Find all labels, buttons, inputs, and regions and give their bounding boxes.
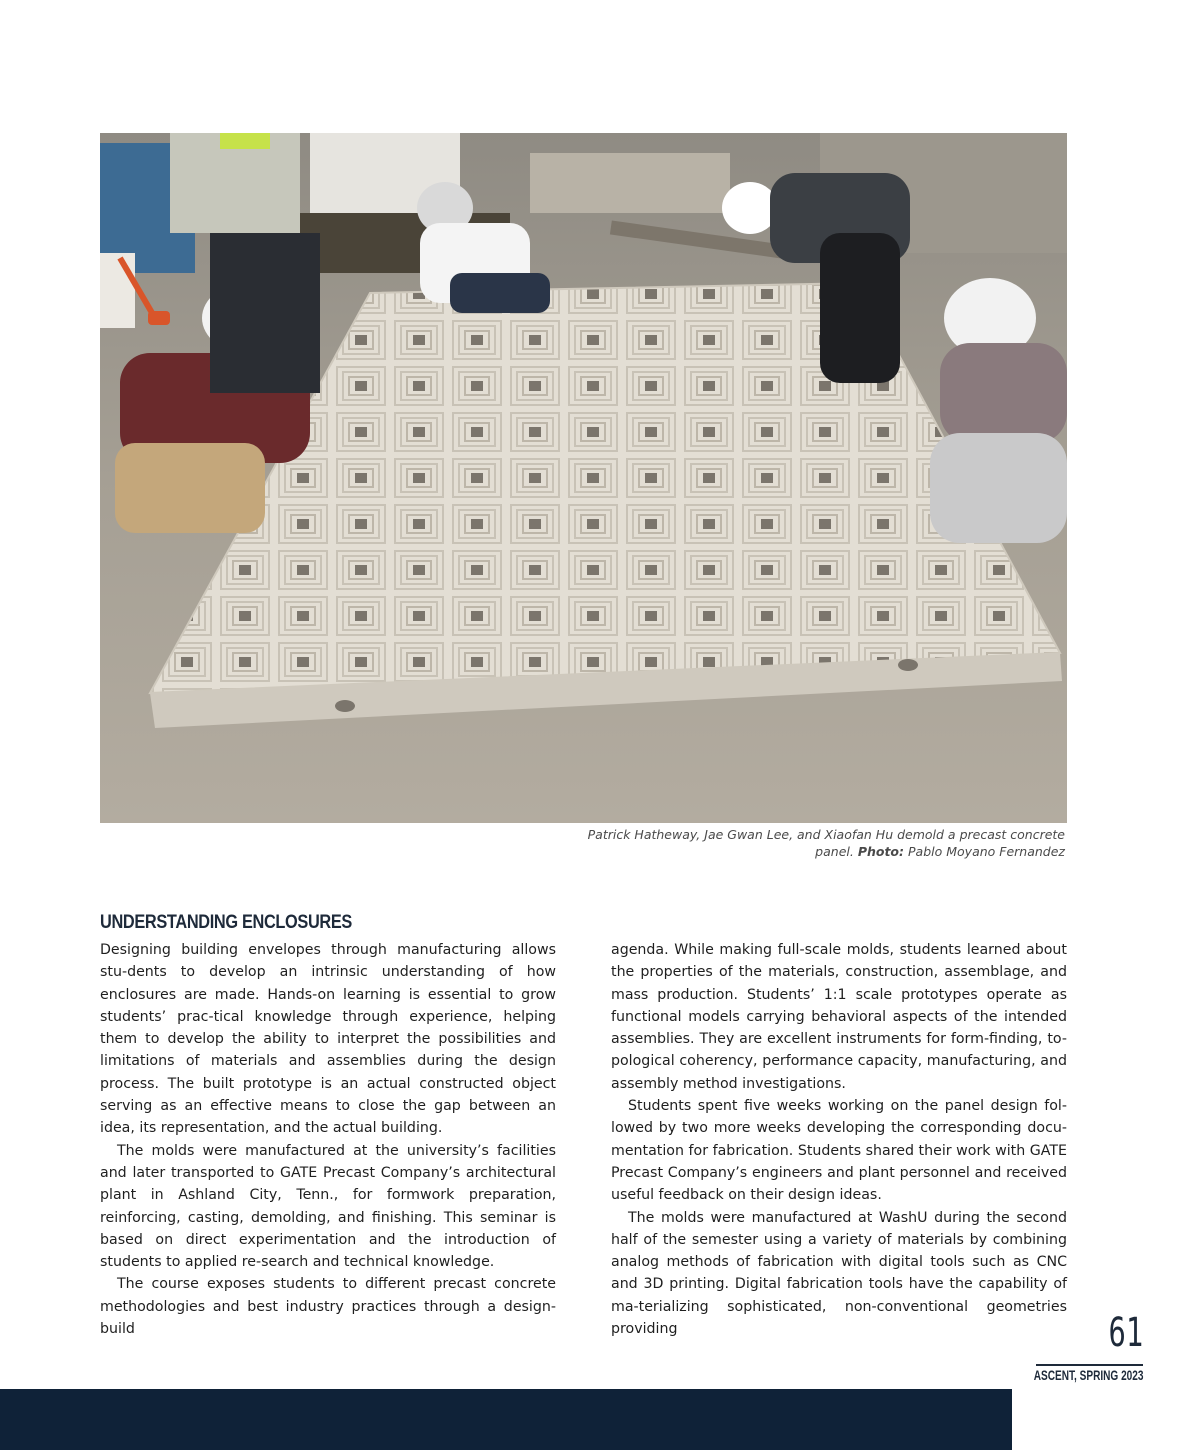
page-number: 61 <box>1108 1310 1143 1356</box>
paragraph: Designing building envelopes through manufacturing allows stu-dents to develop an intrinsic understanding of how enclosures are made. Hands-on learning is essential to grow students’ prac-tical knowledge through experience, helping them to develop the ability to interpret the possibilities and limitations of materials and assemblies during the design process. The built prototype is an actual constructed object serving as an effective means to close the gap between an idea, its representation, and the actual building. <box>100 942 556 1137</box>
footer-divider <box>1036 1364 1143 1366</box>
paragraph: agenda. While making full-scale molds, students learned about the properties of the materials, construction, assemblage, and mass production. Students’ 1:1 scale prototypes operate as functional models carrying behavioral aspects of the intended assemblies. They are excellent instruments for form-finding, to-pological coherency, performance capacity, manufacturing, and assembly method investigations. <box>611 942 1067 1092</box>
body-column-left <box>100 939 556 1340</box>
paragraph: Students spent five weeks working on the panel design fol-lowed by two more weeks developing the corresponding docu-mentation for fabrication. Students shared their work with GATE Precast Company’s engineers and plant personnel and received useful feedback on their design ideas. <box>611 1098 1067 1204</box>
paragraph: The molds were manufactured at the university’s facilities and later transported to GATE Precast Company’s architectural plant in Ashland City, Tenn., for formwork preparation, reinforcing, casting, demolding, and finishing. This seminar is based on direct experimentation and the introduction of students to applied re-search and technical knowledge. <box>100 1142 556 1271</box>
caption-photographer: Pablo Moyano Fernandez <box>908 844 1065 859</box>
publication-label: ASCENT, SPRING 2023 <box>1033 1367 1143 1383</box>
footer-bar <box>0 1389 1012 1450</box>
section-heading: UNDERSTANDING ENCLOSURES <box>100 912 352 933</box>
photo-caption <box>560 826 1065 860</box>
feature-photo <box>100 133 1067 823</box>
paragraph: The molds were manufactured at WashU during the second half of the semester using a variety of materials by combining analog methods of fabrication with digital tools such as CNC and 3D printing. Digital fabrication tools have the capability of ma-terializing sophisticated, non-conventional geometries providing <box>611 1209 1067 1338</box>
caption-photo-label: Photo: <box>857 844 905 859</box>
paragraph: The course exposes students to different precast concrete methodologies and best industry practices through a design-build <box>100 1276 556 1338</box>
body-column-right <box>611 939 1067 1340</box>
caption-text: Patrick Hatheway, Jae Gwan Lee, and Xiaofan Hu demold a precast concrete panel. <box>587 827 1065 859</box>
